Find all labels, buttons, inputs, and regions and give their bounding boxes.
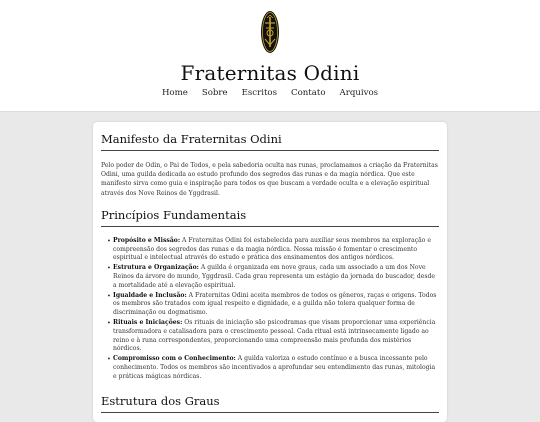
nav-arquivos[interactable]: Arquivos — [339, 88, 379, 98]
list-item — [107, 292, 439, 318]
list-item — [107, 319, 439, 354]
list-item-text: Os rituais de iniciação são psicodramas que visam proporcionar uma experiência transformadora e catalisadora para o crescimento pessoal. Cada ritual está intrinsecamente ligado ao reino e à runa correspondentes, proporcionando uma compreensão mais profunda dos mistérios nórdicos. — [113, 318, 436, 353]
list-item-text: A guilda é organizada em nove graus, cada um associado a um dos Nove Reinos da árvore do mundo, Yggdrasil. Cada grau representa um estágio da jornada do buscador, desde a mortalidade até a elevação espiritual. — [113, 264, 436, 289]
site-title: Fraternitas Odini — [180, 61, 360, 85]
list-item-text: A Fraternitas Odini aceita membros de todos os gêneros, raças e origens. Todos os membros são tratados com igual respeito e dignidade, e a guilda não tolera qualquer forma de discriminação ou dogmatismo. — [113, 291, 437, 317]
list-item-term: Estrutura e Organização: — [113, 264, 199, 272]
list-item — [107, 264, 439, 290]
list-item — [107, 237, 439, 263]
nav-escritos[interactable]: Escritos — [241, 88, 277, 98]
list-item — [107, 355, 439, 381]
list-item-term: Propósito e Missão: — [113, 236, 181, 244]
manifesto-heading: Manifesto da Fraternitas Odini — [101, 132, 439, 151]
list-item-text: A Fraternitas Odini foi estabelecida para auxiliar seus membros na exploração e compreensão dos segredos das runas e da magia nórdica. Nossa missão é fomentar o crescimento espiritual e intelectual através do estudo e prática dos ensinamentos dos antigos nórdicos. — [113, 236, 431, 262]
list-item-term: Rituais e Iniciações: — [113, 318, 183, 326]
runic-emblem-icon[interactable] — [255, 9, 285, 55]
principios-list — [101, 237, 439, 382]
list-item-text: A guilda valoriza o estudo contínuo e a busca incessante pelo conhecimento. Todos os membros são incentivados a aprofundar seu entendimento das runas, mitologia e práticas mágicas nórdicas. — [113, 355, 436, 380]
nav-contato[interactable]: Contato — [291, 88, 326, 98]
main-nav — [0, 88, 540, 98]
nav-sobre[interactable]: Sobre — [201, 88, 228, 98]
principios-heading: Princípios Fundamentais — [101, 208, 439, 227]
list-item-term: Igualdade e Inclusão: — [113, 291, 187, 299]
manifesto-body: Pelo poder de Odin, o Pai de Todos, e pela sabedoria oculta nas runas, proclamamos a criação da Fraternitas Odini, uma guilda dedicada ao estudo profundo dos segredos das runas e da magia nórdica. Que este manifesto sirva como guia e inspiração para todos os que buscam a verdade oculta e a elevação espiritual através dos Nove Reinos de Yggdrasil. — [101, 162, 438, 197]
list-item-term: Compromisso com o Conhecimento: — [113, 355, 236, 363]
content-card — [93, 122, 447, 422]
estrutura-heading: Estrutura dos Graus — [101, 394, 439, 413]
nav-home[interactable]: Home — [161, 88, 188, 98]
site-header — [0, 0, 540, 112]
